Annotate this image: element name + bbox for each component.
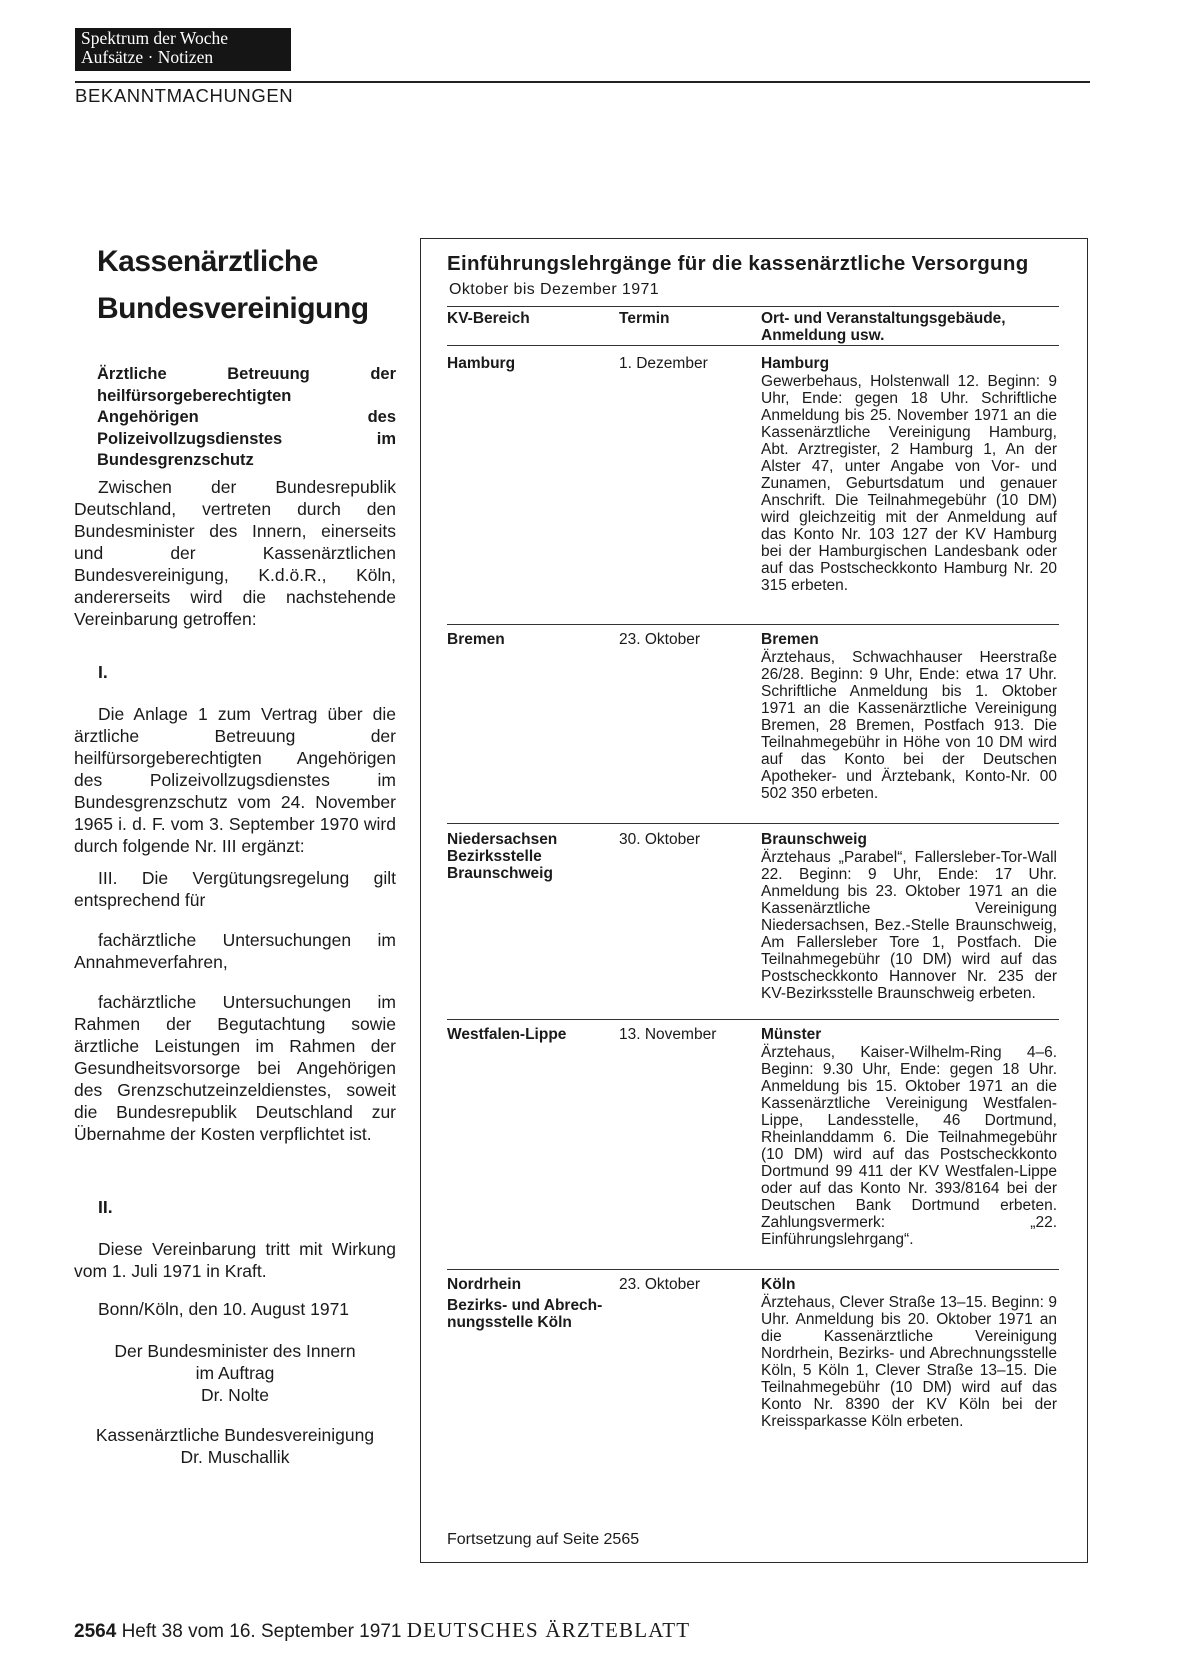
paragraph-2: III. Die Vergütungsregelung gilt entsprechend für (74, 868, 396, 910)
row-description: Ärztehaus, Clever Straße 13–15. Beginn: 9 Uhr. Anmeldung bis 20. Oktober 1971 an die Kassenärztliche Vereinigung Nordrhein, Bezirks- und Abrechnungsstelle Köln, 5 Köln 1, Clever Straße 13–15. Die Teilnahmegebühr (10 DM) wird auf das Konto Nr. 8390 der KV Köln bei der Kreissparkasse Köln erbeten. (761, 1294, 1057, 1430)
header-rule (447, 345, 1059, 346)
row-region-line-2: Bezirksstelle (447, 848, 542, 865)
row-description: Ärztehaus, Schwachhauser Heerstraße 26/28. Beginn: 9 Uhr, Ende: etwa 17 Uhr. Schriftliche Anmeldung bis 1. Oktober 1971 an die Kassenärztliche Vereinigung Bremen, 28 Bremen, Postfach 913. Die Teilnahmegebühr in Höhe von 10 DM wird auf das Konto bei der Deutschen Apotheker- und Ärztebank, Konto-Nr. 00 502 350 erbeten. (761, 649, 1057, 802)
label-line-1: Spektrum der Woche (81, 28, 228, 48)
row-description: Ärztehaus, Kaiser-Wilhelm-Ring 4–6. Beginn: 9.30 Uhr, Ende: gegen 18 Uhr. Anmeldung bis 15. Oktober 1971 an die Kassenärztliche Vereinigung Westfalen-Lippe, Landesstelle, 46 Dortmund, Rheinlanddamm 6. Die Teilnahmegebühr (10 DM) wird auf das Postscheckkonto Dortmund 99 411 der KV Westfalen-Lippe oder auf das Konto Nr. 393/8164 bei der Deutschen Bank Dortmund erbeten. Zahlungsvermerk: „22. Einführungslehrgang“. (761, 1044, 1057, 1248)
section-label-box (75, 28, 291, 71)
intro-paragraph: Zwischen der Bundesrepublik Deutschland, vertreten durch den Bundesminister des Innern, einerseits und der Kassenärztlichen Bundesvereinigung, K.d.ö.R., Köln, andererseits wird die nachstehende Vereinbarung getroffen: (74, 477, 396, 629)
signature-1-line-2: im Auftrag (195, 1363, 275, 1383)
magazine-name: DEUTSCHES ÄRZTEBLATT (406, 1618, 691, 1642)
row-place: Bremen (761, 631, 819, 648)
top-rule (75, 81, 1090, 83)
row-region: Hamburg (447, 355, 516, 372)
column-header-place-line-2: Anmeldung usw. (761, 327, 885, 344)
paragraph-3: fachärztliche Untersuchungen im Annahmeverfahren, (74, 930, 396, 972)
row-region: Bremen (447, 631, 505, 648)
column-header-place-line-1: Ort- und Veranstaltungsgebäude, (761, 310, 1006, 327)
signature-1 (74, 1340, 396, 1406)
title-line-1: Kassenärztliche (97, 245, 318, 278)
label-line-2: Aufsätze · Notizen (81, 47, 214, 67)
row-description: Gewerbehaus, Holstenwall 12. Beginn: 9 Uhr, Ende: gegen 18 Uhr. Schriftliche Anmeldung bis 25. November 1971 an die Kassenärztliche Vereinigung Hamburg, Abt. Arztregister, 2 Hamburg 1, An der Alster 47, unter Angabe von Vor- und Zunamen, Geburtsdatum und genauer Anschrift. Die Teilnahmegebühr (10 DM) wird gleichzeitig mit der Anmeldung auf das Konto Nr. 103 127 der KV Hamburg bei der Hamburgischen Landesbank oder auf das Postscheckkonto Hamburg Nr. 20 315 erbeten. (761, 373, 1057, 594)
row-region-line-3: Braunschweig (447, 865, 553, 882)
title-line-2: Bundesvereinigung (97, 292, 369, 325)
row-date: 23. Oktober (619, 1276, 700, 1293)
section-heading: BEKANNTMACHUNGEN (75, 85, 294, 106)
row-divider (447, 1019, 1059, 1020)
column-header-date: Termin (619, 310, 670, 327)
row-place: Braunschweig (761, 831, 867, 848)
row-divider (447, 1269, 1059, 1270)
row-region-line-1: Nordrhein (447, 1276, 522, 1293)
row-place: Münster (761, 1026, 822, 1043)
row-date: 30. Oktober (619, 831, 700, 848)
signature-2-line-1: Kassenärztliche Bundesvereinigung (95, 1425, 375, 1445)
row-divider (447, 823, 1059, 824)
row-divider (447, 624, 1059, 625)
place-date: Bonn/Köln, den 10. August 1971 (98, 1299, 350, 1319)
signature-2 (74, 1424, 396, 1468)
row-region (447, 1276, 602, 1331)
page-footer (74, 1618, 690, 1643)
paragraph-1: Die Anlage 1 zum Vertrag über die ärztliche Betreuung der heilfürsorgeberechtigten Angehörigen des Polizeivollzugsdienstes im Bundesgrenzschutz vom 24. November 1965 i. d. F. vom 3. September 1970 wird durch folgende Nr. III ergänzt: (74, 704, 396, 856)
box-title: Einführungslehrgänge für die kassenärztliche Versorgung (447, 252, 1029, 275)
row-date: 23. Oktober (619, 631, 700, 648)
row-place: Köln (761, 1276, 796, 1293)
row-description: Ärztehaus „Parabel“, Fallersleber-Tor-Wall 22. Beginn: 9 Uhr, Ende: 17 Uhr. Anmeldung bis 23. Oktober 1971 an die Kassenärztliche Vereinigung Niedersachsen, Bez.-Stelle Braunschweig, Am Fallersleber Tore 1, Postfach. Die Teilnahmegebühr (10 DM) wird auf das Postscheckkonto Hannover Nr. 235 der KV-Bezirksstelle Braunschweig erbeten. (761, 849, 1057, 1002)
paragraph-5: Diese Vereinbarung tritt mit Wirkung vom 1. Juli 1971 in Kraft. (74, 1239, 396, 1281)
row-region-line-3: nungsstelle Köln (447, 1314, 572, 1331)
continuation-note: Fortsetzung auf Seite 2565 (447, 1531, 640, 1548)
column-header-region: KV-Bereich (447, 310, 530, 327)
row-region-line-2: Bezirks- und Abrech- (447, 1297, 603, 1314)
column-header-place (761, 310, 1006, 344)
signature-2-line-2: Dr. Muschallik (180, 1447, 290, 1467)
article-subtitle: Ärztliche Betreuung der heilfürsorgeberechtigten Angehörigen des Polizeivollzugsdienstes im Bundesgrenzschutz (97, 365, 396, 469)
row-place: Hamburg (761, 355, 830, 372)
box-subtitle: Oktober bis Dezember 1971 (449, 281, 660, 298)
section-2-heading: II. (98, 1197, 113, 1217)
signature-1-line-3: Dr. Nolte (200, 1385, 270, 1405)
table-top-rule (447, 306, 1059, 307)
issue-info: Heft 38 vom 16. September 1971 (121, 1621, 402, 1642)
row-region-line-1: Niedersachsen (447, 831, 558, 848)
row-region: Westfalen-Lippe (447, 1026, 567, 1043)
section-1-heading: I. (98, 662, 108, 682)
article-title (97, 238, 417, 332)
course-table-box (420, 238, 1088, 1563)
signature-1-line-1: Der Bundesminister des Innern (114, 1341, 356, 1361)
row-date: 13. November (619, 1026, 717, 1043)
row-date: 1. Dezember (619, 355, 708, 372)
paragraph-4: fachärztliche Untersuchungen im Rahmen der Begutachtung sowie ärztliche Leistungen im Rahmen der Gesundheitsvorsorge bei Angehörigen des Grenzschutzeinzeldienstes, soweit die Bundesrepublik Deutschland zur Übernahme der Kosten verpflichtet ist. (74, 992, 396, 1144)
page-number: 2564 (74, 1621, 117, 1642)
row-region (447, 831, 557, 882)
